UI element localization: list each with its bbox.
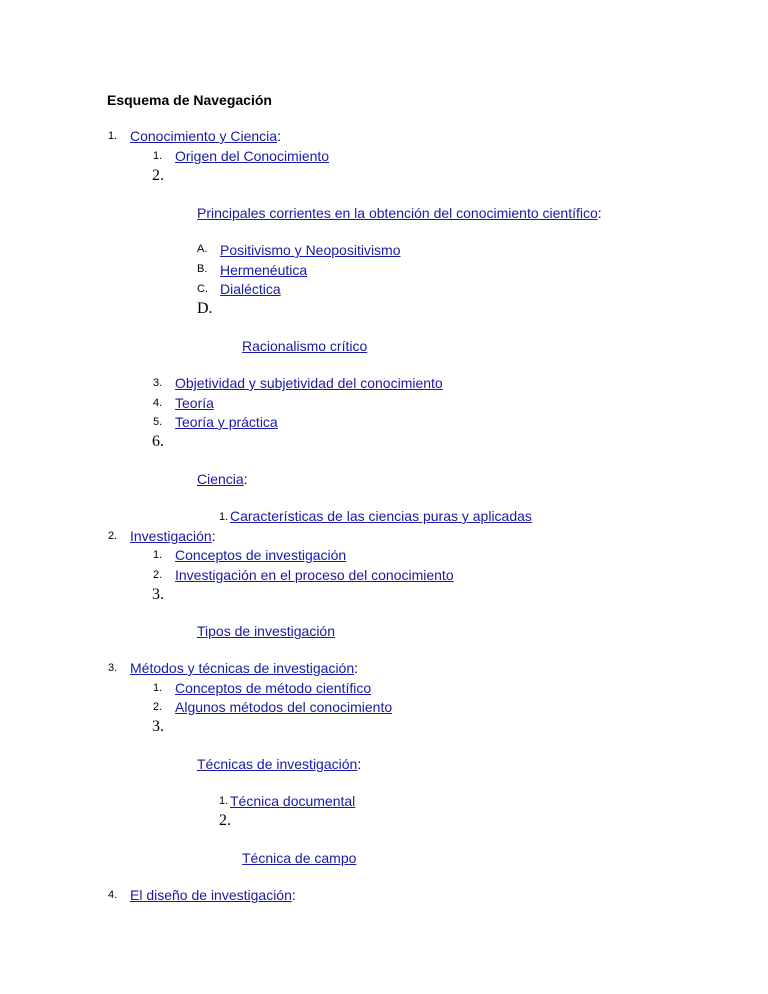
toc-link-teoria[interactable]: Teoría bbox=[175, 395, 214, 411]
list-letter: A. bbox=[197, 243, 208, 255]
toc-link-tecnica-de-campo[interactable]: Técnica de campo bbox=[242, 850, 357, 866]
toc-link-dialectica[interactable]: Dialéctica bbox=[220, 281, 281, 297]
toc-entry bbox=[197, 757, 361, 773]
toc-entry bbox=[197, 472, 248, 488]
list-number: 2. bbox=[153, 701, 163, 713]
list-letter: C. bbox=[197, 283, 208, 295]
list-number: 1. bbox=[153, 682, 163, 694]
list-number: 4. bbox=[153, 397, 163, 409]
toc-link-investigacion[interactable]: Investigación bbox=[130, 528, 212, 544]
toc-link-positivismo[interactable]: Positivismo y Neopositivismo bbox=[220, 242, 401, 258]
colon: : bbox=[277, 128, 281, 144]
list-number: 3. bbox=[108, 662, 118, 674]
list-letter: D. bbox=[197, 300, 213, 317]
toc-link-objetividad[interactable]: Objetividad y subjetividad del conocimiento bbox=[175, 375, 443, 391]
list-number: 2. bbox=[152, 167, 164, 184]
list-number: 1. bbox=[153, 549, 163, 561]
list-number: 2. bbox=[108, 530, 118, 542]
list-number: 3. bbox=[152, 718, 164, 735]
colon: : bbox=[243, 471, 248, 487]
toc-link-tecnicas-investigacion[interactable]: Técnicas de investigación bbox=[197, 756, 358, 772]
toc-link-tecnica-documental[interactable]: Técnica documental bbox=[230, 793, 356, 809]
toc-link-tipos-investigacion[interactable]: Tipos de investigación bbox=[197, 623, 336, 639]
toc-entry bbox=[130, 661, 358, 677]
colon: : bbox=[291, 887, 296, 903]
list-number: 3. bbox=[153, 377, 163, 389]
colon: : bbox=[211, 528, 216, 544]
list-number: 1. bbox=[108, 130, 118, 142]
toc-link-teoria-y-practica[interactable]: Teoría y práctica bbox=[175, 414, 278, 430]
toc-entry bbox=[130, 129, 281, 145]
toc-link-principales-corrientes[interactable]: Principales corrientes en la obtención del conocimiento científico bbox=[197, 205, 598, 221]
toc-link-hermeneutica[interactable]: Hermenéutica bbox=[220, 262, 308, 278]
page-title: Esquema de Navegación bbox=[107, 92, 272, 108]
toc-link-diseno-investigacion[interactable]: El diseño de investigación bbox=[130, 887, 292, 903]
toc-entry bbox=[130, 529, 216, 545]
toc-link-conceptos-metodo[interactable]: Conceptos de método científico bbox=[175, 680, 372, 696]
colon: : bbox=[597, 205, 602, 221]
toc-entry bbox=[197, 206, 602, 222]
toc-link-caracteristicas-ciencias[interactable]: Características de las ciencias puras y aplicadas bbox=[230, 508, 532, 524]
list-letter: B. bbox=[197, 263, 208, 275]
toc-link-investigacion-proceso[interactable]: Investigación en el proceso del conocimiento bbox=[175, 567, 454, 583]
toc-link-metodos-tecnicas[interactable]: Métodos y técnicas de investigación bbox=[130, 660, 355, 676]
list-number: 5. bbox=[153, 416, 163, 428]
colon: : bbox=[354, 660, 359, 676]
toc-link-racionalismo-critico[interactable]: Racionalismo crítico bbox=[242, 338, 368, 354]
colon: : bbox=[357, 756, 362, 772]
list-number: 3. bbox=[152, 586, 164, 603]
toc-link-algunos-metodos[interactable]: Algunos métodos del conocimiento bbox=[175, 699, 393, 715]
toc-link-origen-del-conocimiento[interactable]: Origen del Conocimiento bbox=[175, 148, 330, 164]
toc-link-conocimiento-y-ciencia[interactable]: Conocimiento y Ciencia bbox=[130, 128, 278, 144]
list-number: 6. bbox=[152, 433, 164, 450]
list-number: 1. bbox=[153, 150, 163, 162]
list-number: 1. bbox=[219, 511, 229, 523]
toc-link-conceptos-investigacion[interactable]: Conceptos de investigación bbox=[175, 547, 347, 563]
list-number: 4. bbox=[108, 889, 118, 901]
list-number: 1. bbox=[219, 795, 229, 807]
list-number: 2. bbox=[153, 569, 163, 581]
toc-link-ciencia[interactable]: Ciencia bbox=[197, 471, 244, 487]
list-number: 2. bbox=[219, 812, 231, 829]
toc-entry bbox=[130, 888, 296, 904]
